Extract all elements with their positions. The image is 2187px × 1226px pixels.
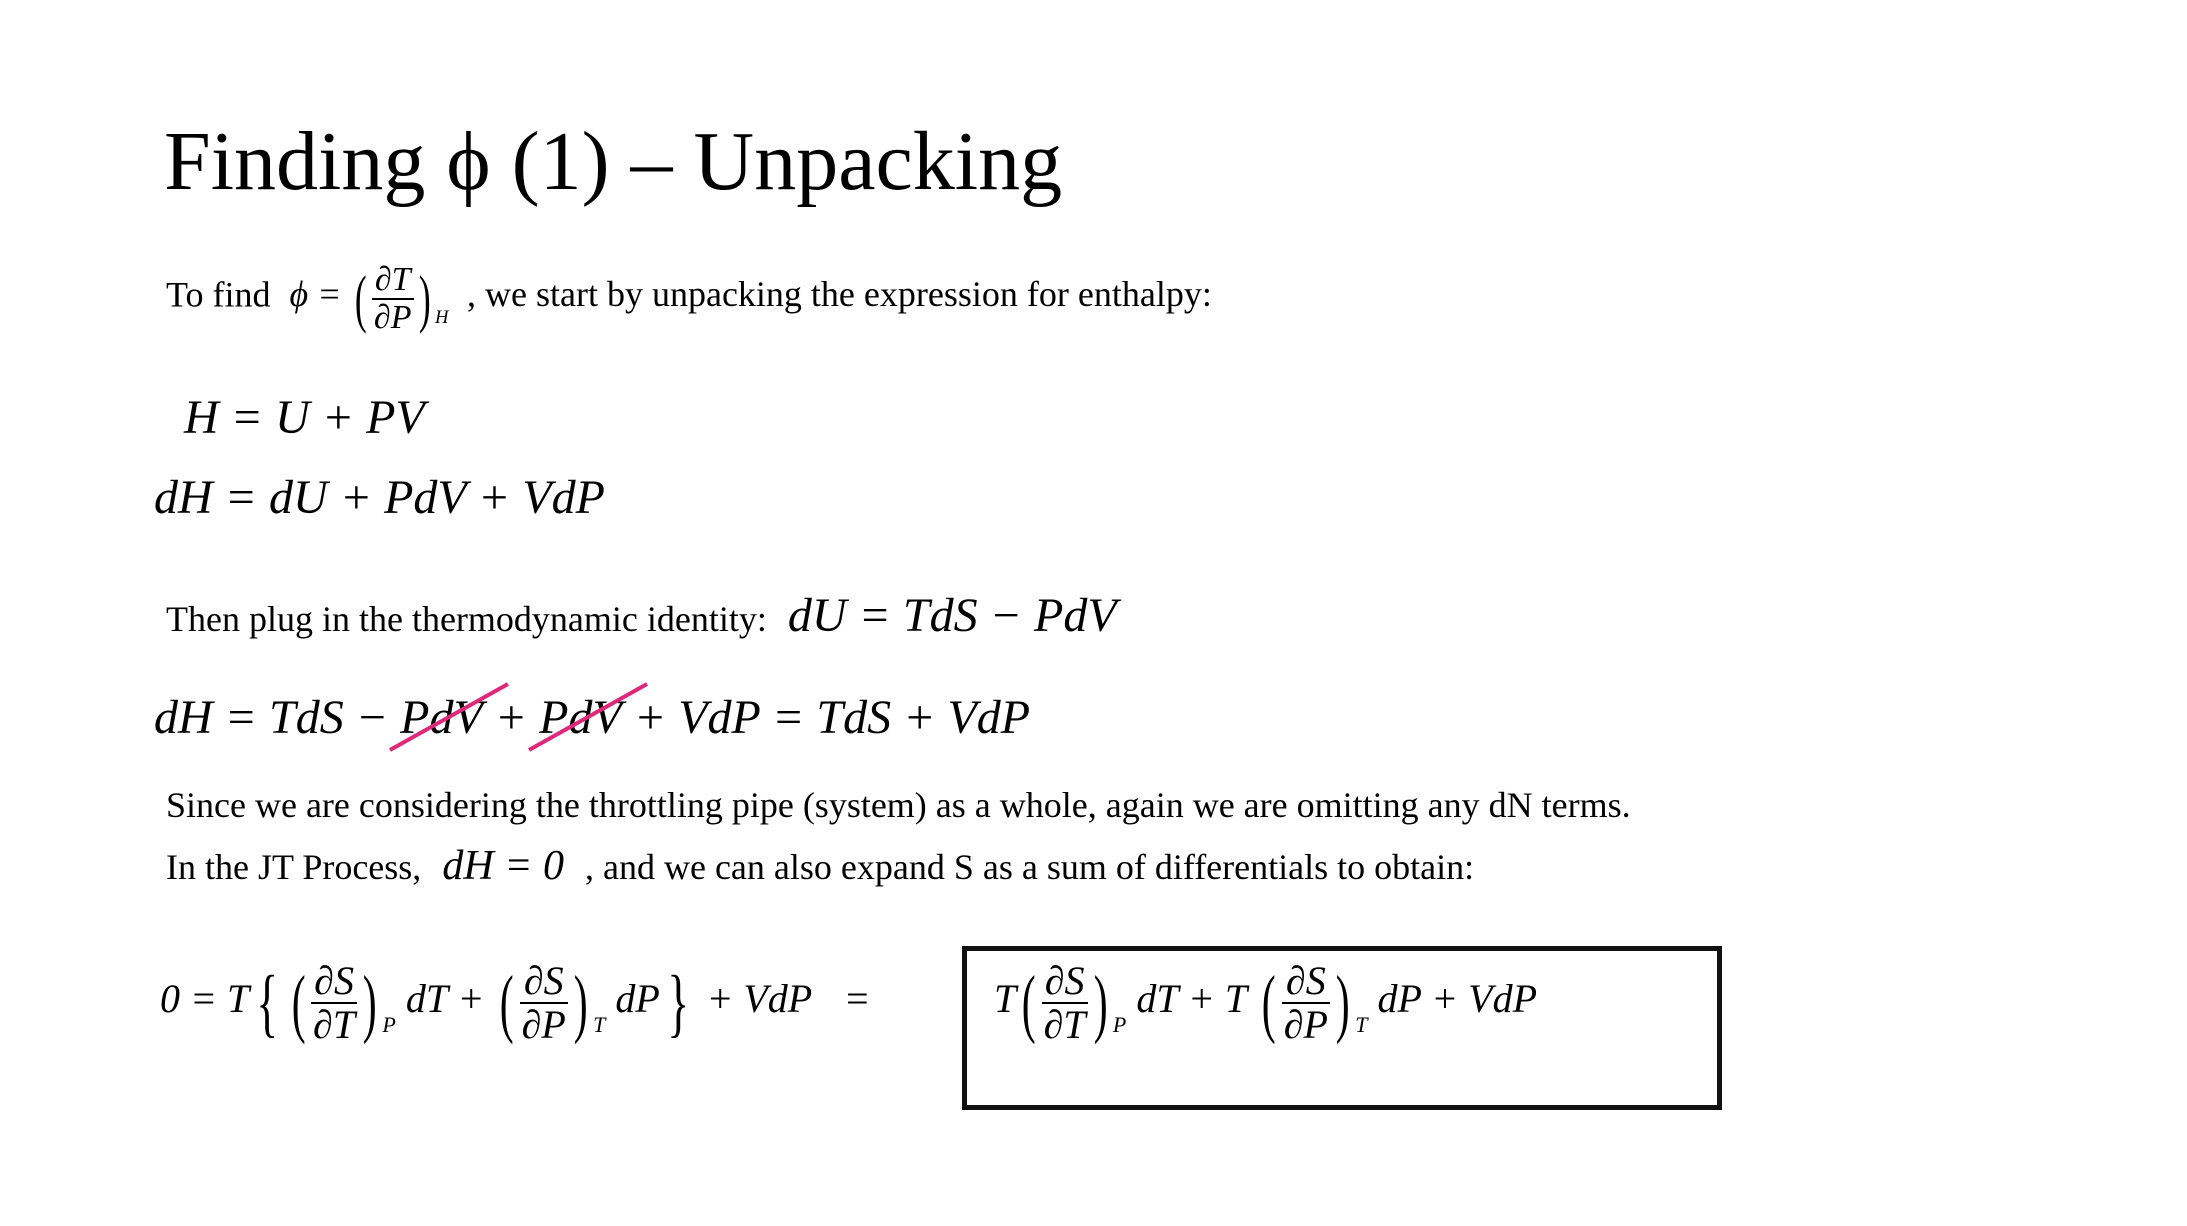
equation-cancellation	[154, 690, 1030, 745]
cancellation-end: + VdP = TdS + VdP	[633, 691, 1031, 744]
right-paren: )	[362, 961, 377, 1045]
strike-mark-1	[378, 678, 518, 758]
jt-equation: dH = 0	[442, 843, 564, 889]
left-paren: (	[355, 262, 368, 335]
omitting-dn-line: Since we are considering the throttling pipe (system) as a whole, again we are omitting any dN terms.	[166, 785, 1631, 825]
jt-suffix: , and we can also expand S as a sum of differentials to obtain:	[585, 847, 1475, 887]
fraction-denominator: ∂P	[521, 1002, 566, 1047]
cancellation-plus: +	[494, 691, 528, 744]
left-paren: (	[1262, 961, 1277, 1045]
fraction-numerator: ∂S	[523, 958, 564, 1003]
right-brace: }	[667, 961, 690, 1045]
expansion-term-2: dP	[615, 976, 660, 1022]
right-paren: )	[418, 262, 431, 335]
identity-equation: dU = TdS − PdV	[787, 589, 1117, 642]
equation-enthalpy: H = U + PV	[184, 391, 425, 444]
fraction-denominator: ∂T	[1043, 1002, 1086, 1047]
right-paren: )	[573, 961, 588, 1045]
subscript: P	[1112, 1011, 1127, 1037]
subscript: T	[593, 1011, 606, 1037]
left-paren: (	[1021, 961, 1036, 1045]
fraction	[372, 262, 414, 335]
boxed-t: T	[994, 976, 1017, 1022]
jt-process-line	[166, 842, 1474, 890]
fraction	[1282, 960, 1330, 1046]
subscript: H	[435, 307, 449, 329]
fraction	[520, 960, 568, 1046]
phi-symbol: ϕ =	[289, 274, 342, 315]
fraction-denominator: ∂P	[1283, 1002, 1328, 1047]
boxed-term-1: dT + T	[1136, 976, 1247, 1022]
jt-prefix: In the JT Process,	[166, 847, 422, 887]
fraction-numerator: ∂S	[314, 958, 354, 1003]
equals-sign: =	[843, 976, 871, 1022]
intro-prefix: To find	[166, 274, 271, 315]
fraction-numerator: ∂S	[1044, 958, 1085, 1003]
right-paren: )	[1093, 961, 1108, 1045]
expansion-lhs: 0 = T	[160, 976, 250, 1022]
equation-enthalpy-differential: dH = dU + PdV + VdP	[154, 471, 605, 524]
fraction	[1042, 960, 1088, 1046]
struck-term-1	[400, 690, 483, 745]
expansion-tail: + VdP	[706, 976, 812, 1022]
cancellation-start: dH = TdS −	[154, 691, 389, 744]
intro-suffix: , we start by unpacking the expression for enthalpy:	[467, 274, 1212, 315]
subscript: P	[382, 1011, 396, 1037]
fraction	[311, 960, 357, 1046]
phi-derivative	[350, 261, 457, 336]
equation-expansion	[160, 960, 870, 1046]
right-paren: )	[1335, 961, 1350, 1045]
struck-term-2	[539, 690, 622, 745]
fraction-numerator: ∂T	[374, 261, 411, 298]
fraction-denominator: ∂P	[373, 298, 412, 336]
subscript: T	[1355, 1011, 1368, 1037]
left-paren: (	[500, 961, 514, 1045]
intro-line	[166, 262, 1212, 335]
expansion-term-1: dT +	[405, 976, 485, 1022]
boxed-term-2: dP + VdP	[1377, 976, 1538, 1022]
slide-title: Finding ϕ (1) – Unpacking	[164, 115, 1063, 208]
identity-line	[166, 588, 1117, 643]
fraction-denominator: ∂T	[313, 1002, 356, 1047]
struck-term-2-text: PdV	[539, 691, 622, 744]
left-brace: {	[256, 961, 279, 1045]
strike-mark-2	[517, 678, 657, 758]
boxed-equation	[994, 960, 1537, 1046]
fraction-numerator: ∂S	[1285, 958, 1326, 1003]
identity-text: Then plug in the thermodynamic identity:	[166, 599, 767, 639]
struck-term-1-text: PdV	[400, 691, 483, 744]
left-paren: (	[291, 961, 306, 1045]
